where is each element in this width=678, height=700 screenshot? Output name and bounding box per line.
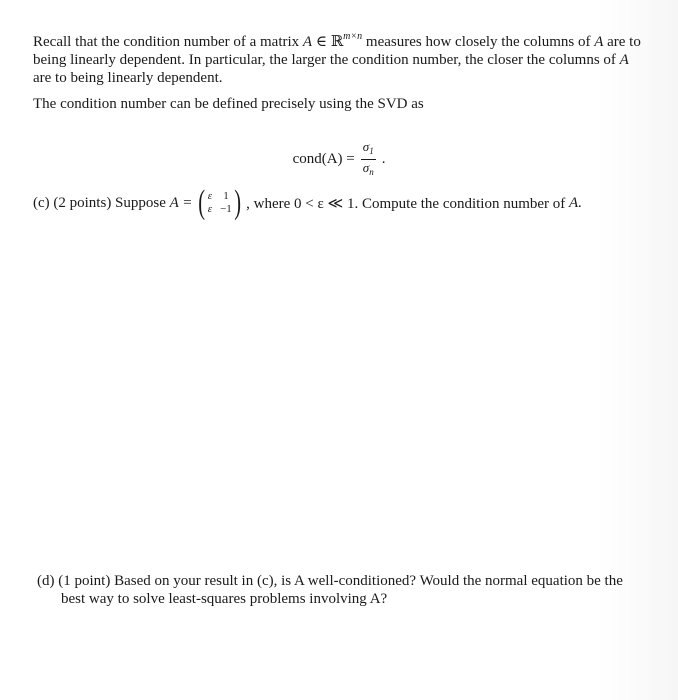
- condition-number-formula: [0, 140, 678, 179]
- part-c-question: [33, 186, 653, 220]
- part-c-a-end: A.: [569, 194, 582, 211]
- part-c-label: (c) (2 points) Suppose: [33, 194, 166, 211]
- matrix-a: [196, 186, 243, 220]
- part-d-line-1: (d) (1 point) Based on your result in (c), is A well-conditioned? Would the normal equation be the: [37, 573, 623, 589]
- intro-text-3a: of: [603, 52, 616, 68]
- intro-text-3b: are to being linearly dependent.: [33, 70, 223, 86]
- intro-text-1c: are: [607, 34, 626, 50]
- left-paren: (: [198, 184, 206, 221]
- matrix-entries: [208, 190, 232, 216]
- fraction-denominator: $\sigma_n$: [362, 160, 374, 177]
- matrix-entry: ε: [207, 190, 213, 202]
- intro-text-2: to being linearly dependent. In particular, the larger the condition number, the closer the columns: [33, 34, 641, 68]
- matrix-entry: ε: [207, 203, 213, 215]
- part-c-tail: , where 0 < ε ≪ 1. Compute the condition number of: [246, 195, 566, 212]
- formula-lhs: cond(A) =: [292, 151, 355, 167]
- part-d-line-2: best way to solve least-squares problems involving A?: [61, 591, 388, 607]
- part-d-question: [37, 572, 649, 608]
- math-a: A: [619, 52, 629, 68]
- intro-paragraph: [33, 28, 647, 87]
- math-a: A: [302, 34, 313, 50]
- svd-definition-line: The condition number can be defined precisely using the SVD as: [33, 96, 424, 112]
- matrix-entry: 1: [223, 190, 229, 202]
- formula-period: .: [381, 151, 386, 167]
- in-reals: ∈ ℝ: [315, 34, 344, 50]
- sigma-fraction: [361, 140, 376, 179]
- intro-text-1a: Recall that the condition number of a matrix: [33, 34, 300, 50]
- dims-superscript: m×n: [343, 31, 363, 42]
- part-c-a-eq: A =: [169, 194, 193, 211]
- intro-text-1b: measures how closely the columns of: [365, 34, 591, 50]
- right-paren: ): [234, 184, 241, 221]
- fraction-numerator: $\sigma_1$: [361, 140, 376, 160]
- matrix-entry: −1: [220, 203, 232, 215]
- math-a: A: [594, 34, 604, 50]
